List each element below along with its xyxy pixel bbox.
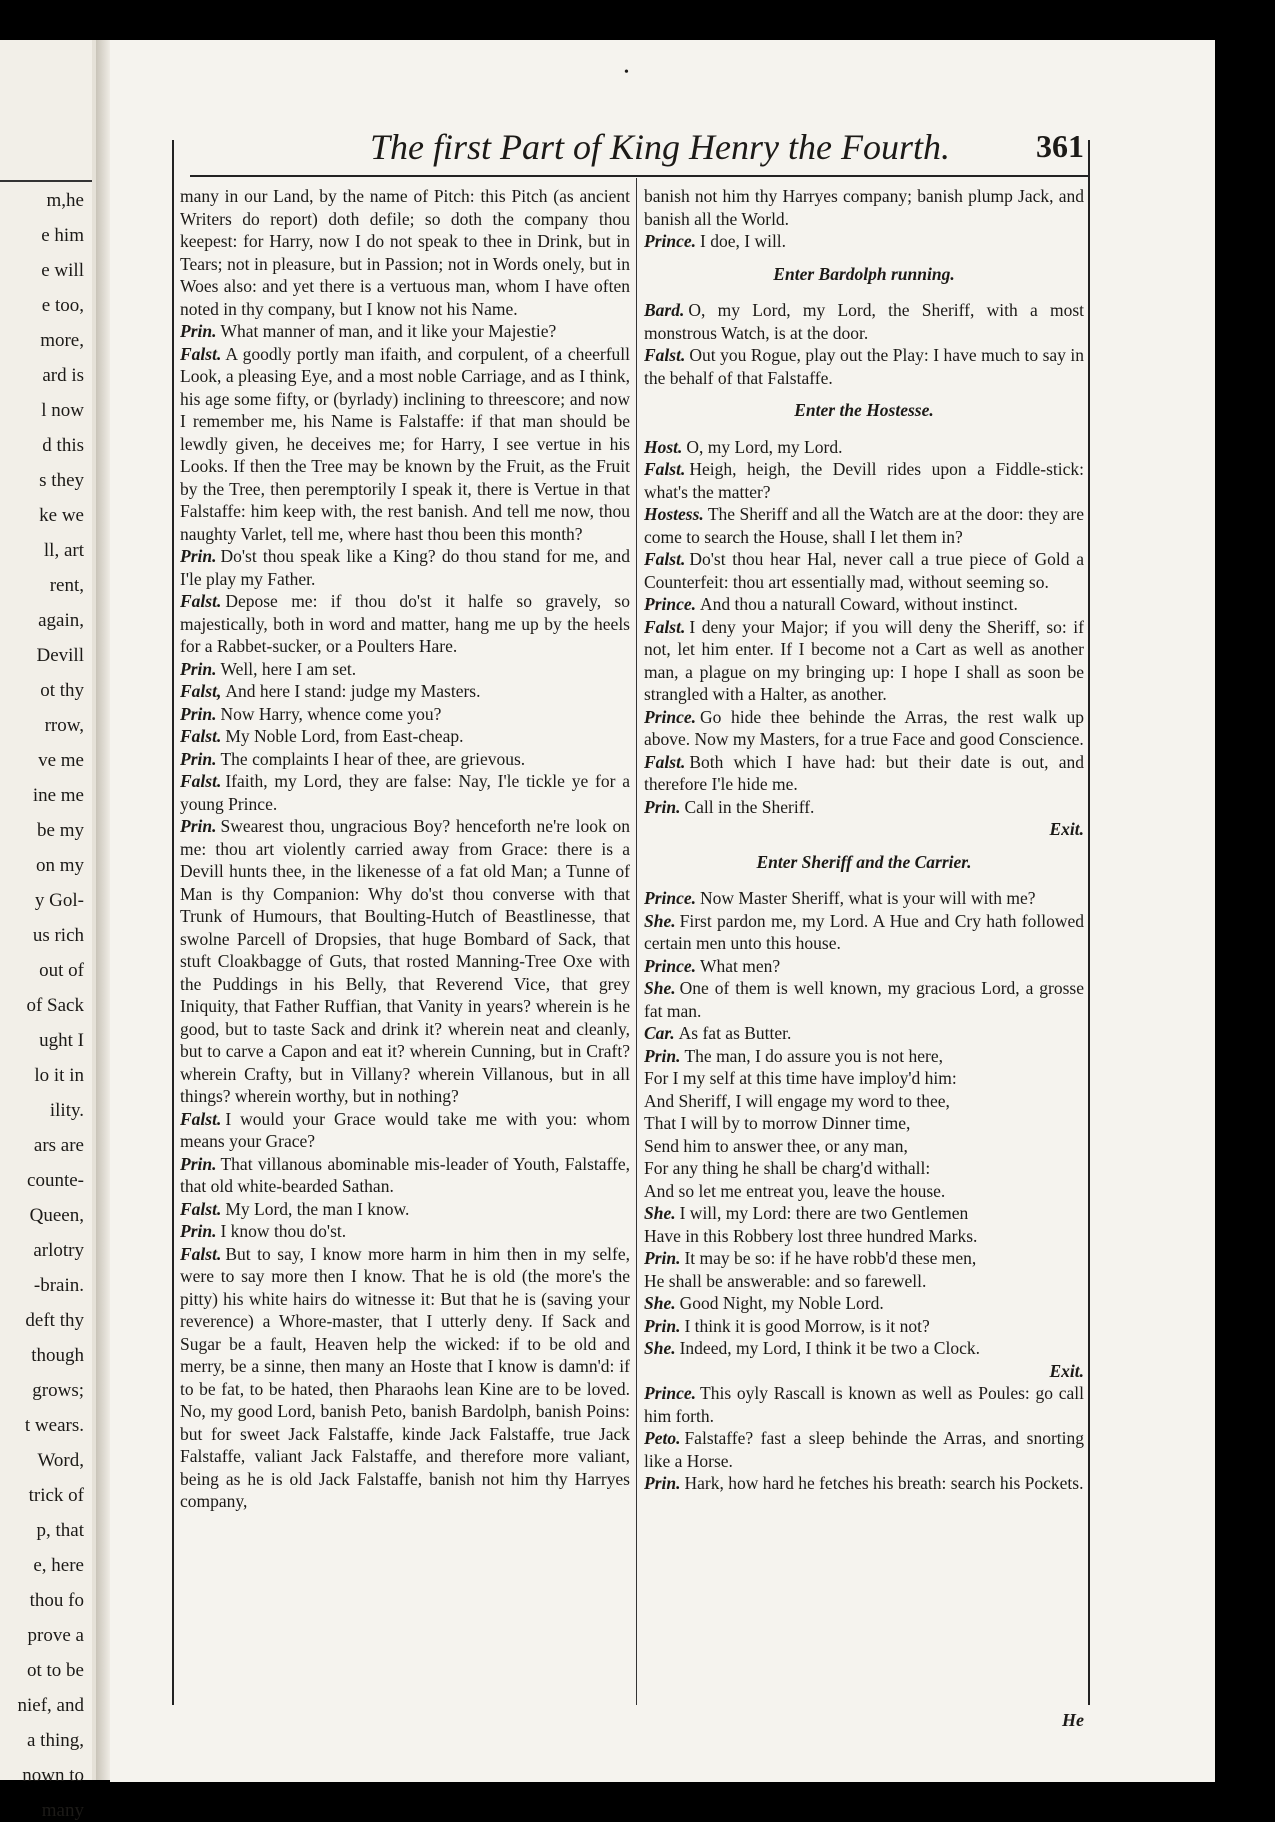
speech-paragraph [644,1022,1084,1045]
speech-paragraph [644,548,1084,593]
speech-paragraph [644,706,1084,751]
speaker-label: Prin. [180,658,217,679]
speech-paragraph [180,1243,630,1513]
speaker-label: Prin. [180,748,217,769]
speech-text: That I will by to morrow Dinner time, [644,1113,911,1133]
speech-paragraph [644,1382,1084,1427]
facing-page-line: y Gol- [34,890,84,911]
speech-paragraph [180,343,630,546]
speech-text: It may be so: if he have robb'd these men, [684,1248,977,1268]
speech-text: But to say, I know more harm in him then in my selfe, were to say more then I know. That he is old (the more's the pitty) his white hairs do witnesse it: But that he is (saving your reverence) a Whore-master, that I utterly deny. If Sack and Sugar be a fault, Heaven help the wicked: if to be old and merry, be a sinne, then many an Hoste that I know is damn'd: if to be fat, to be hated, then Pharaohs lean Kine are to be loved. No, my good Lord, banish Peto, banish Bardolph, banish Poins: but for sweet Jack Falstaffe, kinde Jack Falstaffe, true Jack Falstaffe, valiant Jack Falstaffe, and therefore more valiant, being as he is old Jack Falstaffe, banish not him thy Harryes company, [180,1243,630,1511]
verse-line [644,1180,1084,1203]
speaker-label: Prin. [644,1473,681,1493]
header-rule [190,175,1090,177]
facing-page-line: e too, [41,295,84,316]
speaker-label: Prin. [644,1248,681,1268]
facing-page-line: prove a [27,1625,84,1646]
speech-paragraph [180,748,630,771]
speech-text: Do'st thou speak like a King? do thou stand for me, and I'le play my Father. [180,546,630,589]
speech-text: The Sheriff and all the Watch are at the door: they are come to search the House, shall I let them in? [644,504,1084,547]
verse-line [644,1292,1084,1315]
speech-paragraph [644,185,1084,230]
speech-text: Both which I have had: but their date is out, and therefore I'le hide me. [644,751,1084,794]
speech-text: First pardon me, my Lord. A Hue and Cry hath followed certain men unto this house. [644,910,1084,953]
facing-page-line: more, [40,330,84,351]
page-number: 361 [1036,128,1084,164]
book-gutter [96,40,110,1780]
speaker-label: Host. [644,436,683,457]
speaker-label: She. [644,1203,676,1223]
speech-text: The complaints I hear of thee, are grievous. [220,748,526,769]
facing-page-line: ll, art [43,540,84,561]
speaker-label: Prin. [644,796,681,817]
verse-line [644,1067,1084,1090]
speaker-label: Prin. [180,703,217,724]
verse-line [644,1337,1084,1360]
speech-paragraph [644,230,1084,253]
speaker-label: She. [644,1293,676,1313]
speech-text: Heigh, heigh, the Devill rides upon a Fiddle-stick: what's the matter? [644,459,1084,502]
speech-text: Well, here I am set. [220,658,357,679]
speech-text: Hark, how hard he fetches his breath: search his Pockets. [684,1473,1084,1493]
speech-paragraph [644,299,1084,344]
speaker-label: Prin. [180,321,217,341]
speech-text: Falstaffe? fast a sleep behinde the Arras, and snorting like a Horse. [644,1428,1084,1471]
speech-text: Now Master Sheriff, what is your will with me? [700,888,1036,908]
verse-line [644,1157,1084,1180]
speaker-label: Car. [644,1023,675,1043]
stage-direction: Enter Bardolph running. [773,263,955,284]
verse-line [644,1225,1084,1248]
speech-text: O, my Lord, my Lord, the Sheriff, with a most monstrous Watch, is at the door. [644,300,1084,343]
speech-text: What men? [700,955,781,976]
speaker-label: Prince. [644,231,697,251]
speaker-label: Falst. [180,771,222,791]
speaker-label: Prin. [644,1045,681,1066]
speech-text: Go hide thee behinde the Arras, the rest walk up above. Now my Masters, for a true Face and good Conscience. [644,706,1084,749]
speaker-label: Prince. [644,955,697,976]
page-frame-left [172,140,174,1705]
speech-text: O, my Lord, my Lord. [686,436,843,457]
running-title: The first Part of King Henry the Fourth. [370,127,950,167]
speech-paragraph [644,887,1084,910]
facing-page-line: Queen, [29,1205,84,1226]
speech-paragraph [644,977,1084,1022]
speech-text: This oyly Rascall is known as well as Poules: go call him forth. [644,1383,1084,1426]
verse-line [644,1045,1084,1068]
verse-line [644,1090,1084,1113]
facing-page-line: ars are [33,1135,84,1156]
facing-page-line: ot to be [27,1660,84,1681]
speech-text: Now Harry, whence come you? [220,703,442,724]
facing-page-line: ve me [38,750,84,771]
speech-text: Call in the Sheriff. [684,796,815,817]
facing-page-line: nown to [22,1765,84,1786]
speaker-label: Prince. [644,888,697,908]
speech-text: I will, my Lord: there are two Gentlemen [679,1203,969,1223]
speech-text: I think it is good Morrow, is it not? [684,1315,930,1336]
speech-paragraph [180,1153,630,1198]
speech-paragraph [644,751,1084,796]
speech-paragraph [180,545,630,590]
facing-page-line: ility. [49,1100,84,1121]
facing-page-line: d this [42,435,84,456]
facing-page-line: e will [41,260,84,281]
speech-paragraph [180,725,630,748]
speaker-label: Prin. [180,1221,217,1241]
speech-paragraph [180,590,630,658]
facing-page-line: out of [39,960,84,981]
speech-text: He shall be answerable: and so farewell. [644,1270,927,1291]
speaker-label: She. [644,978,676,998]
speech-paragraph [644,796,1084,819]
verse-line [644,1112,1084,1135]
facing-page-line: counte- [27,1170,84,1191]
speaker-label: Falst. [180,1243,222,1264]
speech-text: What manner of man, and it like your Majestie? [220,321,557,341]
speaker-label: Prin. [644,1315,681,1336]
speech-paragraph [180,680,630,703]
facing-page-line: p, that [36,1520,84,1541]
facing-page-line: t wears. [24,1415,84,1436]
facing-page-line: a thing, [27,1730,84,1751]
speech-paragraph [644,910,1084,955]
speech-text: Do'st thou hear Hal, never call a true piece of Gold a Counterfeit: thou art essentially mad, without seeming so. [644,549,1084,592]
speech-text: I deny your Major; if you will deny the Sheriff, so: if not, let him enter. If I become not a Cart as well as another man, a plague on my bringing up: I hope I shall as soon be strangled with a Halter, as another. [644,616,1084,704]
verse-line [644,1135,1084,1158]
facing-page-line: many [41,1800,84,1821]
speech-text: As fat as Butter. [678,1023,792,1043]
facing-page-line: though [31,1345,84,1366]
speech-paragraph [644,436,1084,459]
facing-page-rule [0,180,92,182]
exit-direction: Exit. [1049,1360,1084,1381]
speech-paragraph [644,503,1084,548]
facing-page-line: arlotry [33,1240,84,1261]
speech-text: The man, I do assure you is not here, [684,1045,944,1066]
facing-page-line: Word, [37,1450,84,1471]
facing-page-line: ot thy [40,680,84,701]
speech-paragraph [180,320,630,343]
speaker-label: Bard. [644,300,685,320]
speech-text: Ifaith, my Lord, they are false: Nay, I'le tickle ye for a young Prince. [180,771,630,814]
speech-text: And here I stand: judge my Masters. [225,681,481,701]
speaker-label: Prince. [644,706,697,727]
facing-page-line: grows; [32,1380,84,1401]
facing-page-line: ke we [39,505,84,526]
speech-text: many in our Land, by the name of Pitch: this Pitch (as ancient Writers do report) doth defile; so doth the company thou keepest: for Harry, now I do not speak to thee in Drink, but in Tears; not in pleasure, but in Passion; not in Words onely, but in Woes also: and yet there is a vertuous man, whom I have often noted in thy company, but I know not his Name. [180,186,630,319]
column-separator [636,178,637,1705]
facing-page-line: rrow, [44,715,84,736]
speaker-label: Hostess. [644,504,704,524]
printer-mark: • [624,65,629,80]
verse-line [644,1202,1084,1225]
speech-paragraph [644,593,1084,616]
speech-text: Have in this Robbery lost three hundred Marks. [644,1225,978,1246]
speech-text: Out you Rogue, play out the Play: I have much to say in the behalf of that Falstaffe. [644,345,1084,388]
facing-page-line: m,he [46,190,84,211]
stage-direction: Enter Sheriff and the Carrier. [756,851,972,872]
speech-paragraph [644,616,1084,706]
speech-text: Good Night, my Noble Lord. [679,1293,884,1313]
verse-line [644,1247,1084,1270]
verse-line [644,1270,1084,1293]
speech-paragraph [644,955,1084,978]
facing-page-line: us rich [32,925,84,946]
speech-text: That villanous abominable mis-leader of Youth, Falstaffe, that old white-bearded Sathan. [180,1153,630,1196]
page-frame-right [1088,140,1090,1705]
speech-text: I know thou do'st. [220,1221,347,1241]
speaker-label: Falst. [180,726,222,746]
facing-page-line: ine me [32,785,84,806]
running-header [174,120,1084,172]
speaker-label: Prince. [644,1383,697,1403]
speaker-label: Prin. [180,816,217,836]
speaker-label: Prince. [644,594,697,614]
speaker-label: Falst. [644,345,686,365]
speaker-label: Falst. [644,751,686,772]
speech-text: For any thing he shall be charg'd withall: [644,1158,931,1178]
facing-page-line: deft thy [25,1310,84,1331]
facing-page-fragment [0,40,98,1821]
speech-text: banish not him thy Harryes company; banish plump Jack, and banish all the World. [644,186,1084,229]
speech-paragraph [644,1427,1084,1472]
speech-text: One of them is well known, my gracious Lord, a grosse fat man. [644,978,1084,1021]
facing-page-line: be my [37,820,84,841]
facing-page-line: -brain. [33,1275,84,1296]
speech-text: Depose me: if thou do'st it halfe so gravely, so majestically, both in word and matter, hang me up by the heels for a Rabbet-sucker, or a Poulters Hare. [180,591,630,656]
speaker-label: Falst, [180,681,222,701]
text-column-right [644,185,1084,1495]
speaker-label: Falst. [180,1198,222,1219]
speech-paragraph [180,1220,630,1243]
speech-paragraph [180,1198,630,1221]
speech-paragraph [180,658,630,681]
facing-page-line: thou fo [29,1590,84,1611]
speech-paragraph [180,703,630,726]
speech-text: For I my self at this time have imploy'd him: [644,1068,957,1088]
speech-paragraph [644,458,1084,503]
facing-page-line: again, [38,610,84,631]
facing-page-line: on my [35,855,84,876]
speaker-label: Falst. [180,591,222,611]
facing-page-line: rent, [49,575,84,596]
speech-paragraph [180,770,630,815]
speaker-label: Falst. [644,616,686,637]
speech-text: My Noble Lord, from East-cheap. [225,726,464,746]
speech-text: Swearest thou, ungracious Boy? henceforth ne're look on me: thou art violently carried away from Grace: there is a Devill hunts thee, in the likenesse of a fat old Man; a Tunne of Man is thy Companion: Why do'st thou converse with that Trunk of Humours, that Boulting-Hutch of Beastlinesse, that swolne Parcell of Dropsies, that huge Bombard of Sack, that stuft Cloakbagge of Guts, that rosted Manning-Tree Oxe with the Puddings in his Belly, that Reverend Vice, that grey Iniquity, that Father Ruffian, that Vanity in years? wherein is he good, but to taste Sack and drink it? wherein neat and cleanly, but to carve a Capon and eat it? wherein Cunning, but in Craft? wherein Crafty, but in Villany? wherein Villanous, but in all things? wherein worthy, but in nothing? [180,816,630,1106]
speech-text: And Sheriff, I will engage my word to thee, [644,1090,950,1111]
speaker-label: Falst. [180,343,222,364]
speech-text: And thou a naturall Coward, without instinct. [700,594,1018,614]
speaker-label: Prin. [180,1153,217,1174]
catchword: He [1062,1710,1084,1730]
facing-page-line: e, here [33,1555,84,1576]
facing-page-line: of Sack [26,995,84,1016]
speaker-label: Falst. [644,459,686,479]
exit-direction: Exit. [1049,819,1084,839]
speech-text: And so let me entreat you, leave the house. [644,1180,946,1201]
facing-page-line: Devill [36,645,84,666]
facing-page-line: ught I [39,1030,84,1051]
speaker-label: She. [644,910,676,931]
speech-paragraph [644,344,1084,389]
speech-text: A goodly portly man ifaith, and corpulent, of a cheerfull Look, a pleasing Eye, and a most noble Carriage, and as I think, his age some fifty, or (byrlady) inclining to threescore; and now I remember me, his Name is Falstaffe: if that man should be lewdly given, he deceives me; for Harry, I see vertue in his Looks. If then the Tree may be known by the Fruit, as the Fruit by the Tree, then peremptorily I speak it, there is Vertue in that Falstaffe: him keep with, the rest banish. And tell me now, thou naughty Varlet, tell me, where hast thou been this month? [180,343,630,544]
speech-paragraph [644,1472,1084,1495]
speech-text: Indeed, my Lord, I think it be two a Clock. [679,1338,980,1358]
speech-text: I would your Grace would take me with you: whom means your Grace? [180,1108,630,1151]
stage-direction: Enter the Hostesse. [794,400,934,420]
speaker-label: Falst. [644,549,686,569]
facing-page-line: trick of [28,1485,84,1506]
speech-paragraph [180,185,630,320]
facing-page-line: ard is [42,365,84,386]
facing-page-line: nief, and [17,1695,84,1716]
speaker-label: Peto. [644,1428,681,1448]
facing-page-line: e him [41,225,84,246]
speech-text: I doe, I will. [700,231,787,251]
verse-line [644,1315,1084,1338]
facing-page-line: l now [41,400,84,421]
facing-page-line: lo it in [34,1065,84,1086]
facing-page-line: s they [39,470,84,491]
speaker-label: Falst. [180,1108,222,1129]
speaker-label: She. [644,1338,676,1358]
speaker-label: Prin. [180,546,217,566]
speech-text: Send him to answer thee, or any man, [644,1135,908,1156]
text-column-left [180,185,630,1513]
speech-paragraph [180,1108,630,1153]
speech-paragraph [180,815,630,1108]
speech-text: My Lord, the man I know. [225,1198,410,1219]
